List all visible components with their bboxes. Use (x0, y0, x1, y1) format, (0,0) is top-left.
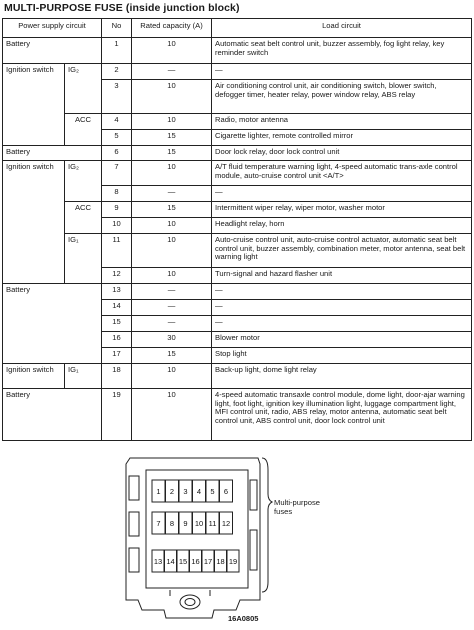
fuse-capacity: 30 (132, 332, 212, 348)
fuse-no: 18 (102, 364, 132, 389)
table-header-row (3, 19, 472, 38)
junction-block-diagram (0, 450, 474, 625)
load-circuit: — (212, 186, 472, 202)
fuse-slot-number: 12 (221, 519, 231, 528)
fuse-slot-number: 15 (178, 557, 188, 566)
table-row (3, 234, 472, 268)
load-circuit: Air conditioning control unit, air conditioning switch, blower switch, defogger timer, heater relay, power window relay, ABS relay (212, 80, 472, 114)
fuse-capacity: — (132, 64, 212, 80)
fuse-slot-number: 14 (166, 557, 175, 566)
load-circuit: — (212, 64, 472, 80)
fuse-no: 12 (102, 268, 132, 284)
supply-ig2: IG₂ (65, 161, 102, 202)
fuse-no: 5 (102, 130, 132, 146)
fuse-slot-number: 18 (216, 557, 225, 566)
supply-ig2: IG₂ (65, 64, 102, 114)
load-circuit: Cigarette lighter, remote controlled mirror (212, 130, 472, 146)
fuse-slot-number: 19 (228, 557, 238, 566)
fuse-table (2, 18, 472, 441)
fuse-capacity: — (132, 284, 212, 300)
fuse-no: 4 (102, 114, 132, 130)
fuse-no: 9 (102, 202, 132, 218)
supply-ignition: Ignition switch (3, 161, 65, 284)
table-row (3, 364, 472, 389)
fuse-slot-number: 13 (153, 557, 163, 566)
table-row (3, 38, 472, 64)
supply-acc: ACC (65, 114, 102, 146)
fuse-slot-number: 11 (208, 519, 217, 528)
load-circuit: A/T fluid temperature warning light, 4-speed automatic trans-axle control module, auto-cruise control unit <A/T> (212, 161, 472, 186)
fuse-slot-number: 7 (156, 519, 161, 528)
junction-block-drawing (0, 450, 474, 625)
header-capacity: Rated capacity (A) (132, 19, 212, 38)
page-title: MULTI-PURPOSE FUSE (inside junction block) (4, 2, 240, 14)
fuse-capacity: 10 (132, 218, 212, 234)
fuse-capacity: 10 (132, 234, 212, 268)
load-circuit: Radio, motor antenna (212, 114, 472, 130)
fuse-no: 16 (102, 332, 132, 348)
table-row (3, 284, 472, 300)
load-circuit: Automatic seat belt control unit, buzzer assembly, fog light relay, key reminder switch (212, 38, 472, 64)
supply-battery: Battery (3, 389, 102, 441)
fuse-slot-number: 6 (223, 487, 229, 496)
fuse-capacity: 10 (132, 268, 212, 284)
multi-purpose-fuses-label: Multi-purpose fuses (274, 498, 321, 517)
supply-battery: Battery (3, 284, 102, 364)
fuse-no: 17 (102, 348, 132, 364)
header-load: Load circuit (212, 19, 472, 38)
fuse-no: 1 (102, 38, 132, 64)
fuse-slot-number: 16 (191, 557, 200, 566)
header-supply: Power supply circuit (3, 19, 102, 38)
fuse-no: 8 (102, 186, 132, 202)
fuse-capacity: 10 (132, 364, 212, 389)
fuse-no: 19 (102, 389, 132, 441)
fuse-no: 15 (102, 316, 132, 332)
table-row (3, 64, 472, 80)
fuse-capacity: — (132, 316, 212, 332)
fuse-no: 11 (102, 234, 132, 268)
fuse-no: 3 (102, 80, 132, 114)
supply-acc: ACC (65, 202, 102, 234)
load-circuit: Auto-cruise control unit, auto-cruise control actuator, automatic seat belt control unit, buzzer assembly, combination meter, motor antenna, seat belt warning light (212, 234, 472, 268)
fuse-capacity: 15 (132, 348, 212, 364)
fuse-no: 2 (102, 64, 132, 80)
fuse-slot-number: 8 (169, 519, 175, 528)
table-row (3, 202, 472, 218)
fuse-slot-number: 9 (183, 519, 188, 528)
supply-ig1: IG₁ (65, 234, 102, 284)
load-circuit: Blower motor (212, 332, 472, 348)
fuse-capacity: 15 (132, 146, 212, 161)
fuse-capacity: 15 (132, 202, 212, 218)
load-circuit: Door lock relay, door lock control unit (212, 146, 472, 161)
header-no: No (102, 19, 132, 38)
fuse-no: 10 (102, 218, 132, 234)
fuse-capacity: 10 (132, 389, 212, 441)
fuse-capacity: 10 (132, 161, 212, 186)
supply-battery: Battery (3, 146, 102, 161)
load-circuit: Headlight relay, horn (212, 218, 472, 234)
fuse-slot-number: 1 (156, 487, 161, 496)
fuse-no: 6 (102, 146, 132, 161)
fuse-capacity: — (132, 300, 212, 316)
fuse-capacity: 15 (132, 130, 212, 146)
fuse-slot-number: 5 (210, 487, 215, 496)
fuse-slot-number: 2 (169, 487, 175, 496)
load-circuit: Stop light (212, 348, 472, 364)
load-circuit: Turn-signal and hazard flasher unit (212, 268, 472, 284)
load-circuit: — (212, 300, 472, 316)
supply-ignition: Ignition switch (3, 364, 65, 389)
fuse-capacity: 10 (132, 114, 212, 130)
diagram-code: 16A0805 (228, 614, 259, 623)
load-circuit: Back-up light, dome light relay (212, 364, 472, 389)
fuse-capacity: 10 (132, 38, 212, 64)
table-row (3, 146, 472, 161)
fuse-no: 13 (102, 284, 132, 300)
fuse-slot-number: 17 (203, 557, 213, 566)
fuse-slot-number: 3 (183, 487, 188, 496)
load-circuit: — (212, 316, 472, 332)
table-row (3, 161, 472, 186)
load-circuit: 4-speed automatic transaxle control module, dome light, door-ajar warning light, foot light, ignition key illumination light, luggage compartment light, MFI control unit, radio, ABS relay, motor antenna, automatic seat belt control unit, ABS control unit, door lock control unit (212, 389, 472, 441)
load-circuit: Intermittent wiper relay, wiper motor, washer motor (212, 202, 472, 218)
load-circuit: — (212, 284, 472, 300)
fuse-capacity: 10 (132, 80, 212, 114)
fuse-no: 7 (102, 161, 132, 186)
fuse-no: 14 (102, 300, 132, 316)
supply-battery: Battery (3, 38, 102, 64)
fuse-slot-number: 10 (194, 519, 204, 528)
table-row (3, 389, 472, 441)
fuse-capacity: — (132, 186, 212, 202)
supply-ig1: IG₁ (65, 364, 102, 389)
supply-ignition: Ignition switch (3, 64, 65, 146)
table-row (3, 114, 472, 130)
fuse-slot-number: 4 (196, 487, 202, 496)
